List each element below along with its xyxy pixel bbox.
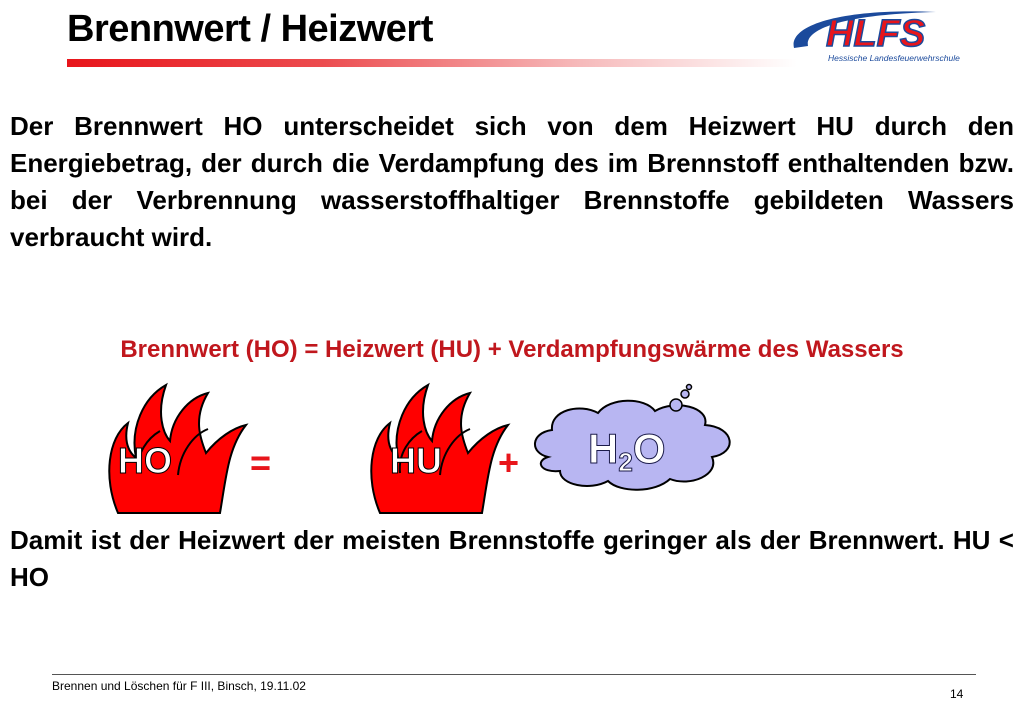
- title-underline-bar: [67, 59, 797, 67]
- intro-paragraph: Der Brennwert HO unterscheidet sich von dem Heizwert HU durch den Energiebetrag, der durch die Verdampfung des im Brennstoff enthaltenden bzw. bei der Verbrennung wasserstoffhaltiger Brennstoffe gebildeten Wassers verbraucht wird.: [10, 111, 1014, 252]
- logo-brand-text: HLFS: [826, 13, 926, 55]
- hlfs-logo: [786, 2, 966, 72]
- plus-sign: +: [498, 442, 520, 483]
- flame-ho-label: HO: [118, 440, 172, 481]
- formula-heading: Brennwert (HO) = Heizwert (HU) + Verdampfungswärme des Wassers: [120, 336, 904, 363]
- equals-sign: =: [250, 442, 272, 483]
- flame-hu-label: HU: [390, 440, 442, 481]
- logo-tagline-text: Hessische Landesfeuerwehrschule: [828, 53, 960, 63]
- cloud-subscript-2: 2: [618, 447, 633, 477]
- conclusion-paragraph: Damit ist der Heizwert der meisten Brennstoffe geringer als der Brennwert. HU < HO: [10, 525, 1014, 592]
- slide-title: Brennwert / Heizwert: [67, 8, 433, 50]
- cloud-h-text: H: [588, 425, 619, 472]
- cloud-o-text: O: [632, 425, 666, 472]
- energy-equation-diagram: [0, 375, 1024, 525]
- page-number: 14: [950, 687, 964, 701]
- footer-divider: [52, 674, 976, 675]
- footer-text: Brennen und Löschen für F III, Binsch, 19.11.02: [52, 679, 306, 693]
